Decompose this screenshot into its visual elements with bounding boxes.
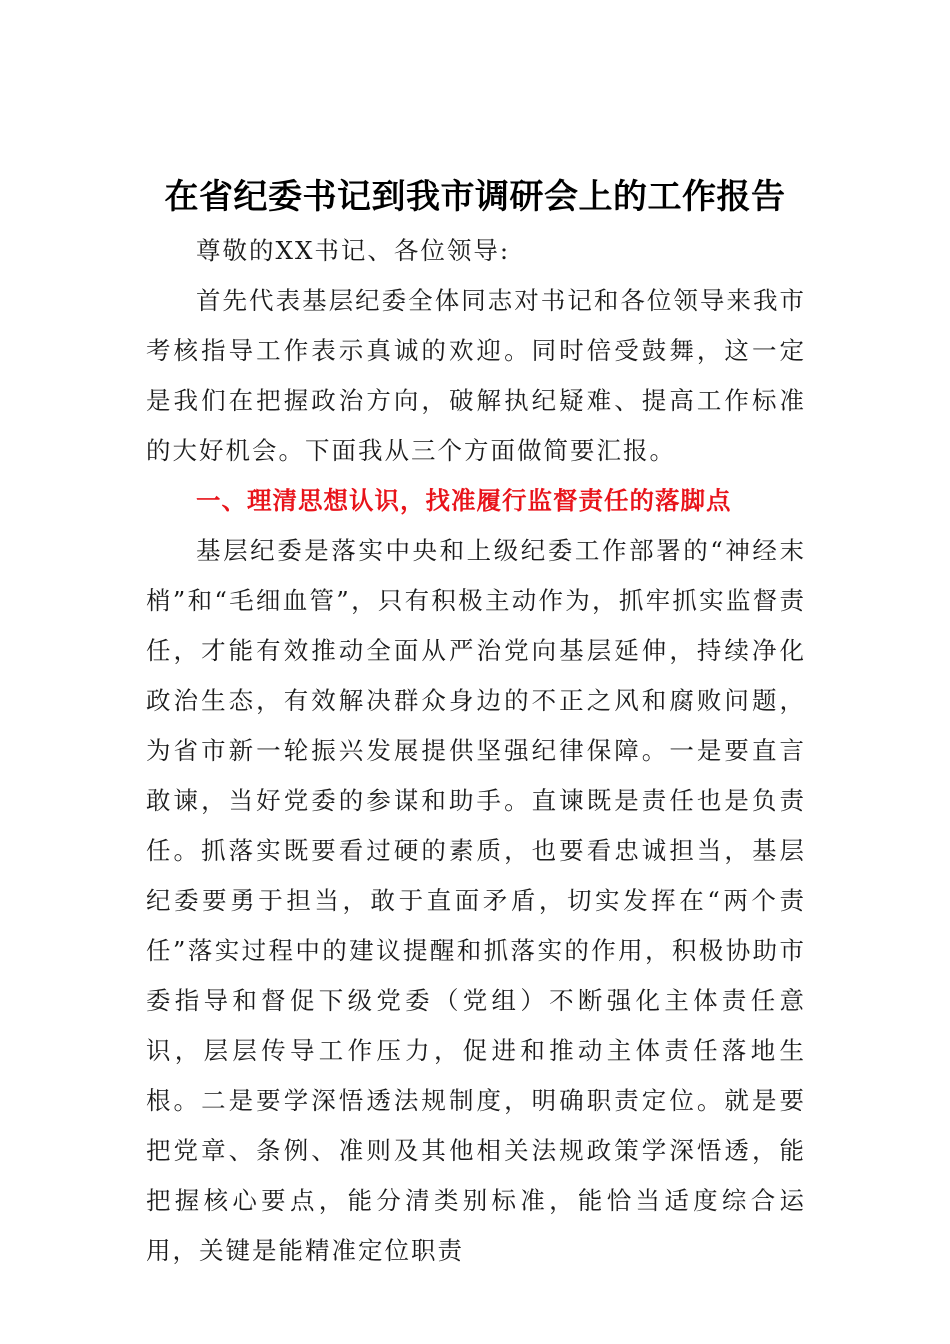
greeting-paragraph: 尊敬的XX书记、各位领导: — [196, 236, 511, 265]
intro-paragraph: 首先代表基层纪委全体同志对书记和各位领导来我市考核指导工作表示真诚的欢迎。同时倍受鼓舞，这一定是我们在把握政治方向，破解执纪疑难、提高工作标准的大好机会。下面我从三个方面做简要汇报。 — [146, 286, 806, 465]
document-title: 在省纪委书记到我市调研会上的工作报告 — [164, 176, 786, 217]
section-body-paragraph: 基层纪委是落实中央和上级纪委工作部署的“神经末梢”和“毛细血管”，只有积极主动作为，抓牢抓实监督责任，才能有效推动全面从严治党向基层延伸，持续净化政治生态，有效解决群众身边的不正之风和腐败问题，为省市新一轮振兴发展提供坚强纪律保障。一是要直言敢谏，当好党委的参谋和助手。直谏既是责任也是负责任。抓落实既要看过硬的素质，也要看忠诚担当，基层纪委要勇于担当，敢于直面矛盾，切实发挥在“两个责任”落实过程中的建议提醒和抓落实的作用，积极协助市委指导和督促下级党委（党组）不断强化主体责任意识，层层传导工作压力，促进和推动主体责任落地生根。二是要学深悟透法规制度，明确职责定位。就是要把党章、条例、准则及其他相关法规政策学深悟透，能把握核心要点，能分清类别标准，能恰当适度综合运用，关键是能精准定位职责 — [146, 536, 806, 1265]
section-heading: 一、理清思想认识，找准履行监督责任的落脚点 — [196, 486, 732, 515]
